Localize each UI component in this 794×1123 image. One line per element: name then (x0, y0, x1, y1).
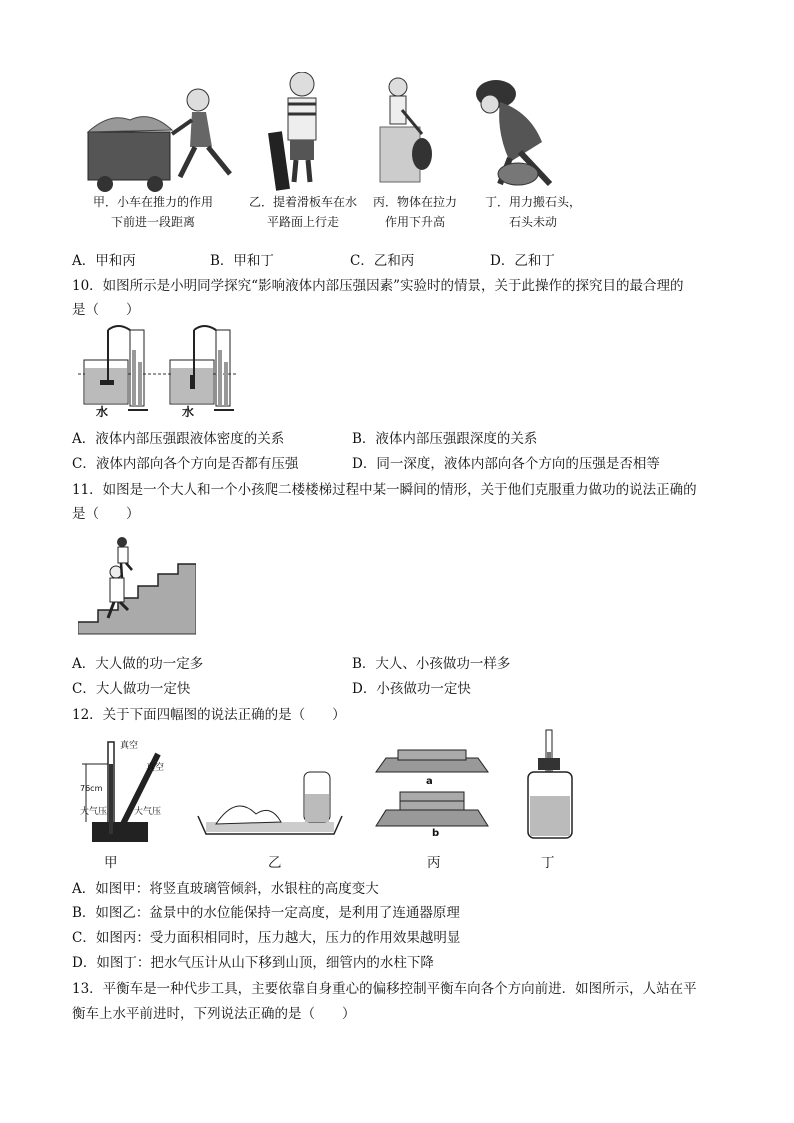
q10-option-c: C．液体内部向各个方向是否都有压强 (72, 456, 299, 472)
q11-option-b: B．大人、小孩做功一样多 (352, 656, 511, 672)
q9-caption-yi: 乙．提着滑板车在水 平路面上行走 (248, 195, 357, 229)
q10-option-a: A．液体内部压强跟液体密度的关系 (72, 431, 285, 447)
q10-stem-line2: 是（ ） (72, 302, 140, 318)
q10-option-d: D．同一深度，液体内部向各个方向的压强是否相等 (352, 456, 660, 472)
q11-stem-line1: 11．如图是一个大人和一个小孩爬二楼楼梯过程中某一瞬间的情形，关于他们克服重力做功的说法正确的 (72, 482, 697, 498)
q12-atm-label-1: 大气压 (80, 807, 108, 817)
q11-option-c: C．大人做功一定快 (72, 681, 191, 697)
q9-caption-ding: 丁．用力搬石头， 石头未动 (484, 195, 581, 229)
q9-option-c: C．乙和丙 (350, 253, 415, 269)
q9-option-a: A．甲和丙 (72, 253, 136, 269)
q12-label-bing: 丙 (427, 855, 441, 871)
q12-label-ding: 丁 (541, 855, 555, 871)
q10-label-water-right: 水 (182, 405, 195, 419)
q11-option-a: A．大人做的功一定多 (72, 656, 204, 672)
q12-label-b: b (432, 828, 440, 839)
q13-stem-line1: 13．平衡车是一种代步工具，主要依靠自身重心的偏移控制平衡车向各个方向前进．如图所示，人站在平 (72, 981, 697, 997)
q13-stem-line2: 衡车上水平前进时，下列说法正确的是（ ） (72, 1006, 356, 1022)
q12-vacuum-label-1: 真空 (120, 741, 139, 751)
q10-stem-line1: 10．如图所示是小明同学探究“影响液体内部压强因素”实验时的情景，关于此操作的探究目的最合理的 (72, 278, 684, 294)
q12-option-c: C．如图丙：受力面积相同时，压力越大，压力的作用效果越明显 (72, 930, 461, 946)
q12-fig-yi (196, 754, 346, 840)
beaker-right (170, 326, 234, 410)
q11-stairs-figure (78, 534, 196, 644)
q12-label-a: a (426, 776, 433, 787)
lift-illustration (380, 78, 432, 182)
skateboard-illustration (268, 72, 316, 191)
q9-caption-jia: 甲．小车在推力的作用 下前进一段距离 (92, 195, 213, 229)
q10-label-water-left: 水 (96, 405, 109, 419)
q12-option-a: A．如图甲：将竖直玻璃管倾斜，水银柱的高度变大 (72, 881, 379, 897)
q12-label-yi: 乙 (268, 855, 282, 871)
q10-option-b: B．液体内部压强跟深度的关系 (352, 431, 538, 447)
q12-option-d: D．如图丁：把水气压计从山下移到山顶，细管内的水柱下降 (72, 955, 434, 971)
q12-height-label: 76cm (80, 784, 103, 793)
q11-stem-line2: 是（ ） (72, 506, 140, 522)
q12-label-jia: 甲 (104, 855, 118, 871)
q12-fig-ding (522, 728, 582, 844)
q12-stem: 12．关于下面四幅图的说法正确的是（ ） (72, 707, 346, 723)
q9-caption-bing: 丙．物体在拉力 作用下升高 (372, 195, 457, 229)
q12-vacuum-label-2: 真空 (146, 763, 165, 773)
cart-push-illustration (88, 89, 230, 192)
q12-atm-label-2: 大气压 (134, 807, 162, 817)
q11-option-d: D．小孩做功一定快 (352, 681, 471, 697)
q9-option-d: D．乙和丁 (490, 253, 555, 269)
stone-illustration (476, 80, 550, 185)
beaker-left (84, 326, 148, 410)
q9-option-b: B．甲和丁 (210, 253, 274, 269)
q12-option-b: B．如图乙：盆景中的水位能保持一定高度，是利用了连通器原理 (72, 905, 460, 921)
